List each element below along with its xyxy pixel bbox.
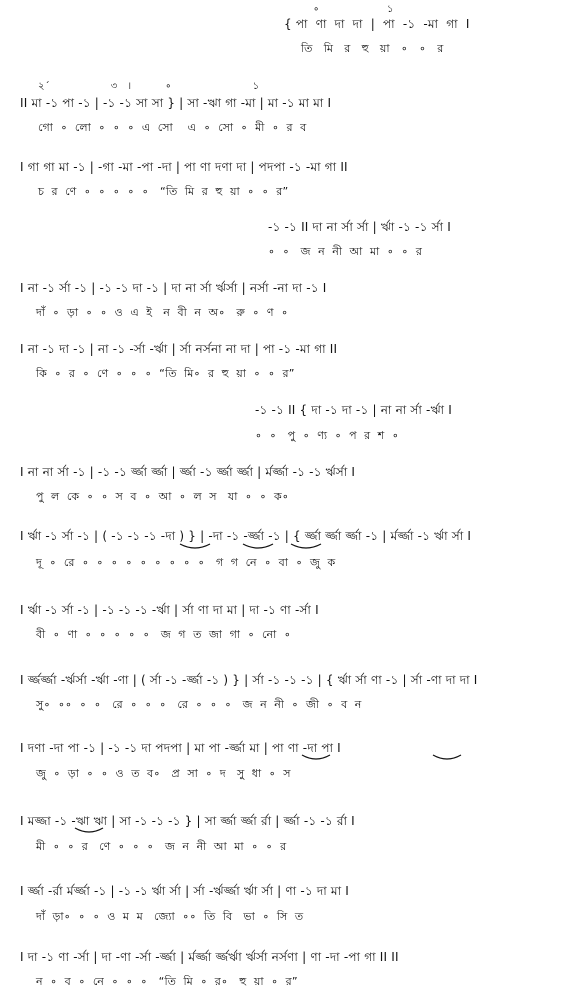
notation-line-8: I না না র্সা -১ | -১ -১ র্জ্জা র্জ্জা | র্জ্জা -১ র্জ্জা র্জ্জা | র্মর্জ্জা -১ -১ র্ঋর্সা I xyxy=(20,465,356,479)
notation-line-7: -১ -১ II { দা -১ দা -১ | না না র্সা -র্ঋা I xyxy=(255,403,452,417)
notation-line-2: II মা -১ পা -১ | -১ -১ সা সা } | সা -ঋা গা -মা | মা -১ মা মা I xyxy=(20,96,332,110)
lyric-line-11: সু∘ ∘∘ ∘ ∘ রে ∘ ∘ ∘ রে ∘ ∘ ∘ জ ন নী ∘ জী ∘ ব ন xyxy=(36,698,362,711)
notation-line-13: I মজ্জা -১ -ঋা ঋা | সা -১ -১ -১ } | সা র্জ্জা র্জ্জা র্রা | র্জ্জা -১ -১ র্রা I xyxy=(20,814,355,828)
notation-line-11: I র্জ্জর্জ্জা -র্ঋর্সা -র্ঋা -ণা | ( র্সা -১ -র্জ্জা -১ ) } | র্সা -১ -১ -১ | { র্ঋা র্সা ণা -১ | র্সা -ণা দা দা I xyxy=(20,673,478,687)
lyric-line-14: দাঁ ড়া∘ ∘ ∘ ও ম ম জ্যো ∘∘ তি বি ভা ∘ সি ত xyxy=(36,910,304,923)
slur-mark xyxy=(291,544,321,548)
beat-marks-1: ∘ ১ xyxy=(313,4,394,15)
lyric-line-12: জু ∘ ড়া ∘ ∘ ও ত ব∘ প্র সা ∘ দ সু ধা ∘ স xyxy=(36,767,291,780)
lyric-line-6: কি ∘ র ∘ ণে ∘ ∘ ∘ “তি মি∘ র হু য়া ∘ ∘ র” xyxy=(36,367,295,380)
lyric-line-1: তি মি র হু য়া ∘ ∘ র xyxy=(301,42,444,55)
notation-line-12: I দণা -দা পা -১ | -১ -১ দা পদপা | মা পা -র্জ্জা মা | পা ণা -দা পা I xyxy=(20,741,341,755)
lyric-line-2: গো ∘ লো ∘ ∘ ∘ এ সো এ ∘ সো ∘ মী ∘ র ব xyxy=(38,121,307,134)
notation-line-4: -১ -১ II দা না র্সা র্সা | র্ঋা -১ -১ র্সা I xyxy=(268,220,451,234)
notation-line-5: I না -১ র্সা -১ | -১ -১ দা -১ | দা না র্সা র্ঋর্সা | নর্সা -না দা -১ I xyxy=(20,281,327,295)
notation-line-3: I গা গা মা -১ | -গা -মা -পা -দা | পা ণা দণা দা | পদপা -১ -মা গা II xyxy=(20,160,348,174)
notation-line-1: { পা ণা দা দা | পা -১ -মা গা I xyxy=(284,17,470,31)
slur-mark xyxy=(302,755,330,759)
lyric-line-5: দাঁ ∘ ড়া ∘ ∘ ও এ ই ন বী ন অ∘ রু ∘ ণ ∘ xyxy=(36,306,289,319)
beat-marks-2: ২´ ৩ । ∘ ১ xyxy=(38,81,260,92)
slur-mark xyxy=(75,828,103,832)
lyric-line-9: দূ ∘ রে ∘ ∘ ∘ ∘ ∘ ∘ ∘ ∘ ∘ গ গ নে ∘ বা ∘ জু ক xyxy=(36,556,336,569)
notation-line-10: I র্ঋা -১ র্সা -১ | -১ -১ -১ -র্ঋা | র্সা ণা দা মা | দা -১ ণা -র্সা I xyxy=(20,603,319,617)
slur-mark xyxy=(243,544,273,548)
lyric-line-15: ন ∘ ব ∘ নে ∘ ∘ ∘ “তি মি ∘ র∘ হু য়া ∘ র” xyxy=(36,975,298,988)
slur-mark xyxy=(433,755,461,759)
notation-line-15: I দা -১ ণা -র্সা | দা -ণা -র্সা -র্জ্জা | র্মর্জ্জা র্জ্জর্ঋা র্ঋর্সা নর্সণা | ণা -দা -পা গা II II xyxy=(20,950,399,964)
notation-line-9: I র্ঋা -১ র্সা -১ | ( -১ -১ -১ -দা ) } | -দা -১ -র্জ্জা -১ | { র্জ্জা র্জ্জা র্জ্জা -১ | র্মর্জ্জা -১ র্ঋা র্সা I xyxy=(20,529,472,543)
lyric-line-4: ∘ ∘ জ ন নী আ মা ∘ ∘ র xyxy=(268,245,423,258)
lyric-line-7: ∘ ∘ পু ∘ ণ্য ∘ প র শ ∘ xyxy=(255,429,399,442)
notation-line-6: I না -১ দা -১ | না -১ -র্সা -র্ঋা | র্সা নর্সনা না দা | পা -১ -মা গা II xyxy=(20,342,338,356)
lyric-line-8: পু ল কে ∘ ∘ স ব ∘ আ ∘ ল স যা ∘ ∘ ক∘ xyxy=(36,490,289,503)
notation-line-14: I র্জ্জা -র্রা র্মর্জ্জা -১ | -১ -১ র্ঋা র্সা | র্সা -র্ঋর্জ্জা র্ঋা র্সা | ণা -১ দা মা I xyxy=(20,884,350,898)
lyric-line-3: চ র ণে ∘ ∘ ∘ ∘ ∘ “তি মি র হু য়া ∘ ∘ র” xyxy=(38,185,289,198)
slur-mark xyxy=(180,544,210,548)
lyric-line-10: বী ∘ ণা ∘ ∘ ∘ ∘ ∘ জ গ ত জা গা ∘ নো ∘ xyxy=(36,628,291,641)
lyric-line-13: মী ∘ ∘ র ণে ∘ ∘ ∘ জ ন নী আ মা ∘ ∘ র xyxy=(36,840,287,853)
